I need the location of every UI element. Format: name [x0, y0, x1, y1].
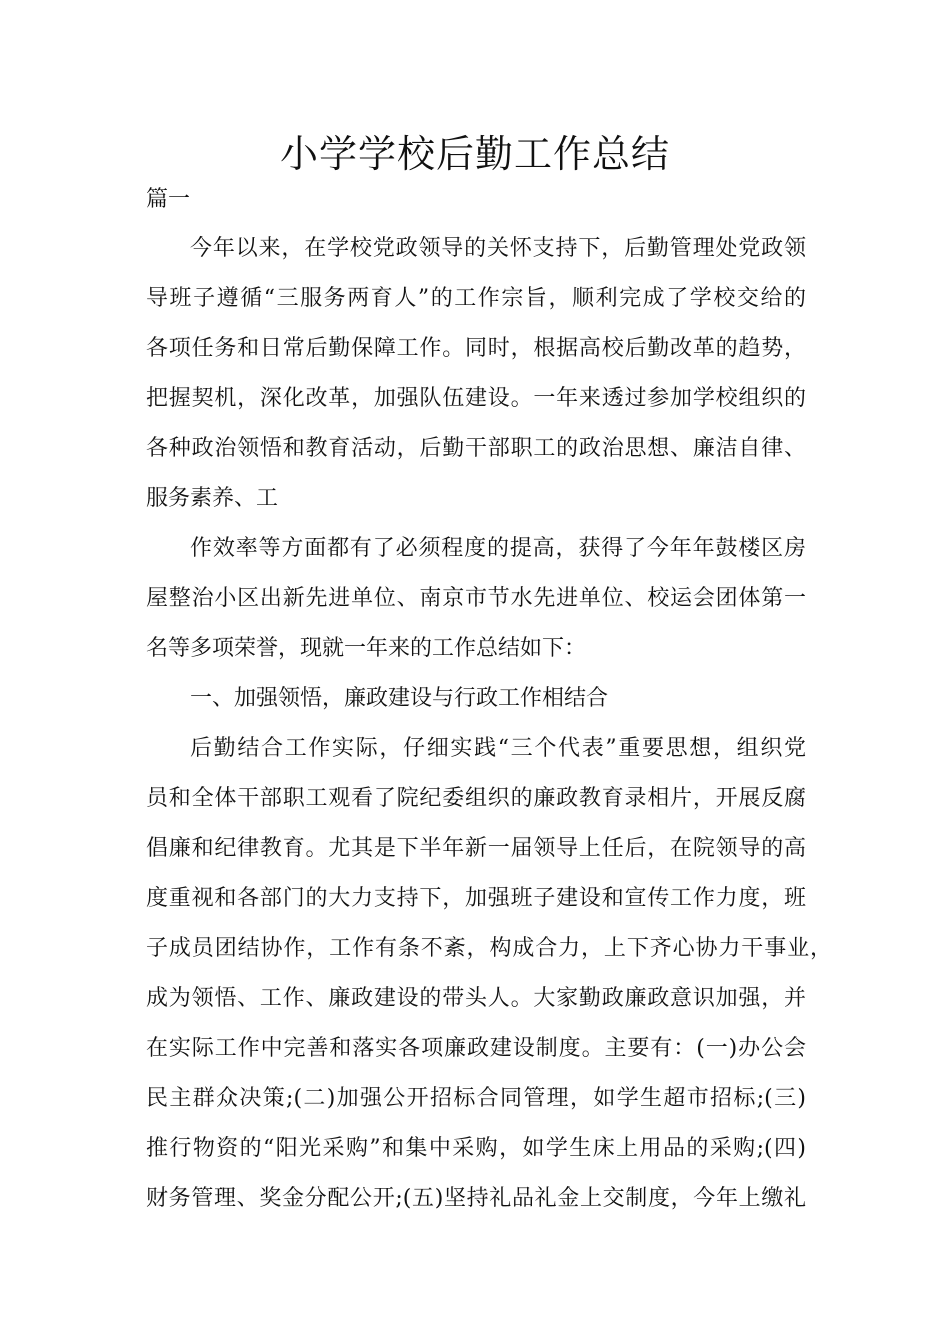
paragraph-line: 导班子遵循“三服务两育人”的工作宗旨，顺利完成了学校交给的 — [146, 286, 806, 311]
paragraph-line: 财务管理、奖金分配公开;(五)坚持礼品礼金上交制度，今年上缴礼 — [146, 1186, 806, 1211]
paragraph-line: 服务素养、工 — [146, 486, 279, 511]
paragraph-line: 度重视和各部门的大力支持下，加强班子建设和宣传工作力度，班 — [146, 886, 806, 911]
paragraph-line: 各种政治领悟和教育活动，后勤干部职工的政治思想、廉洁自律、 — [146, 436, 806, 461]
section-label: 篇一 — [146, 187, 191, 212]
paragraph-line: 名等多项荣誉，现就一年来的工作总结如下： — [146, 636, 587, 661]
section-heading: 一、加强领悟，廉政建设与行政工作相结合 — [190, 686, 609, 711]
paragraph-line: 后勤结合工作实际，仔细实践“三个代表”重要思想，组织党 — [190, 736, 806, 761]
paragraph-line: 员和全体干部职工观看了院纪委组织的廉政教育录相片，开展反腐 — [146, 786, 806, 811]
paragraph-line: 各项任务和日常后勤保障工作。同时，根据高校后勤改革的趋势， — [146, 336, 806, 361]
paragraph-line: 在实际工作中完善和落实各项廉政建设制度。主要有：(一)办公会 — [146, 1036, 806, 1061]
paragraph-line: 成为领悟、工作、廉政建设的带头人。大家勤政廉政意识加强，并 — [146, 986, 806, 1011]
paragraph-line: 屋整治小区出新先进单位、南京市节水先进单位、校运会团体第一 — [146, 586, 806, 611]
paragraph-line: 倡廉和纪律教育。尤其是下半年新一届领导上任后，在院领导的高 — [146, 836, 806, 861]
paragraph-line: 子成员团结协作，工作有条不紊，构成合力，上下齐心协力干事业， — [146, 936, 832, 961]
paragraph-line: 今年以来，在学校党政领导的关怀支持下，后勤管理处党政领 — [190, 236, 806, 261]
document-title: 小学学校后勤工作总结 — [279, 132, 670, 176]
paragraph-line: 作效率等方面都有了必须程度的提高，获得了今年年鼓楼区房 — [190, 536, 806, 561]
paragraph-line: 推行物资的“阳光采购”和集中采购，如学生床上用品的采购;(四) — [146, 1136, 806, 1161]
paragraph-line: 民主群众决策;(二)加强公开招标合同管理，如学生超市招标;(三) — [146, 1086, 806, 1111]
paragraph-line: 把握契机，深化改革，加强队伍建设。一年来透过参加学校组织的 — [146, 386, 806, 411]
